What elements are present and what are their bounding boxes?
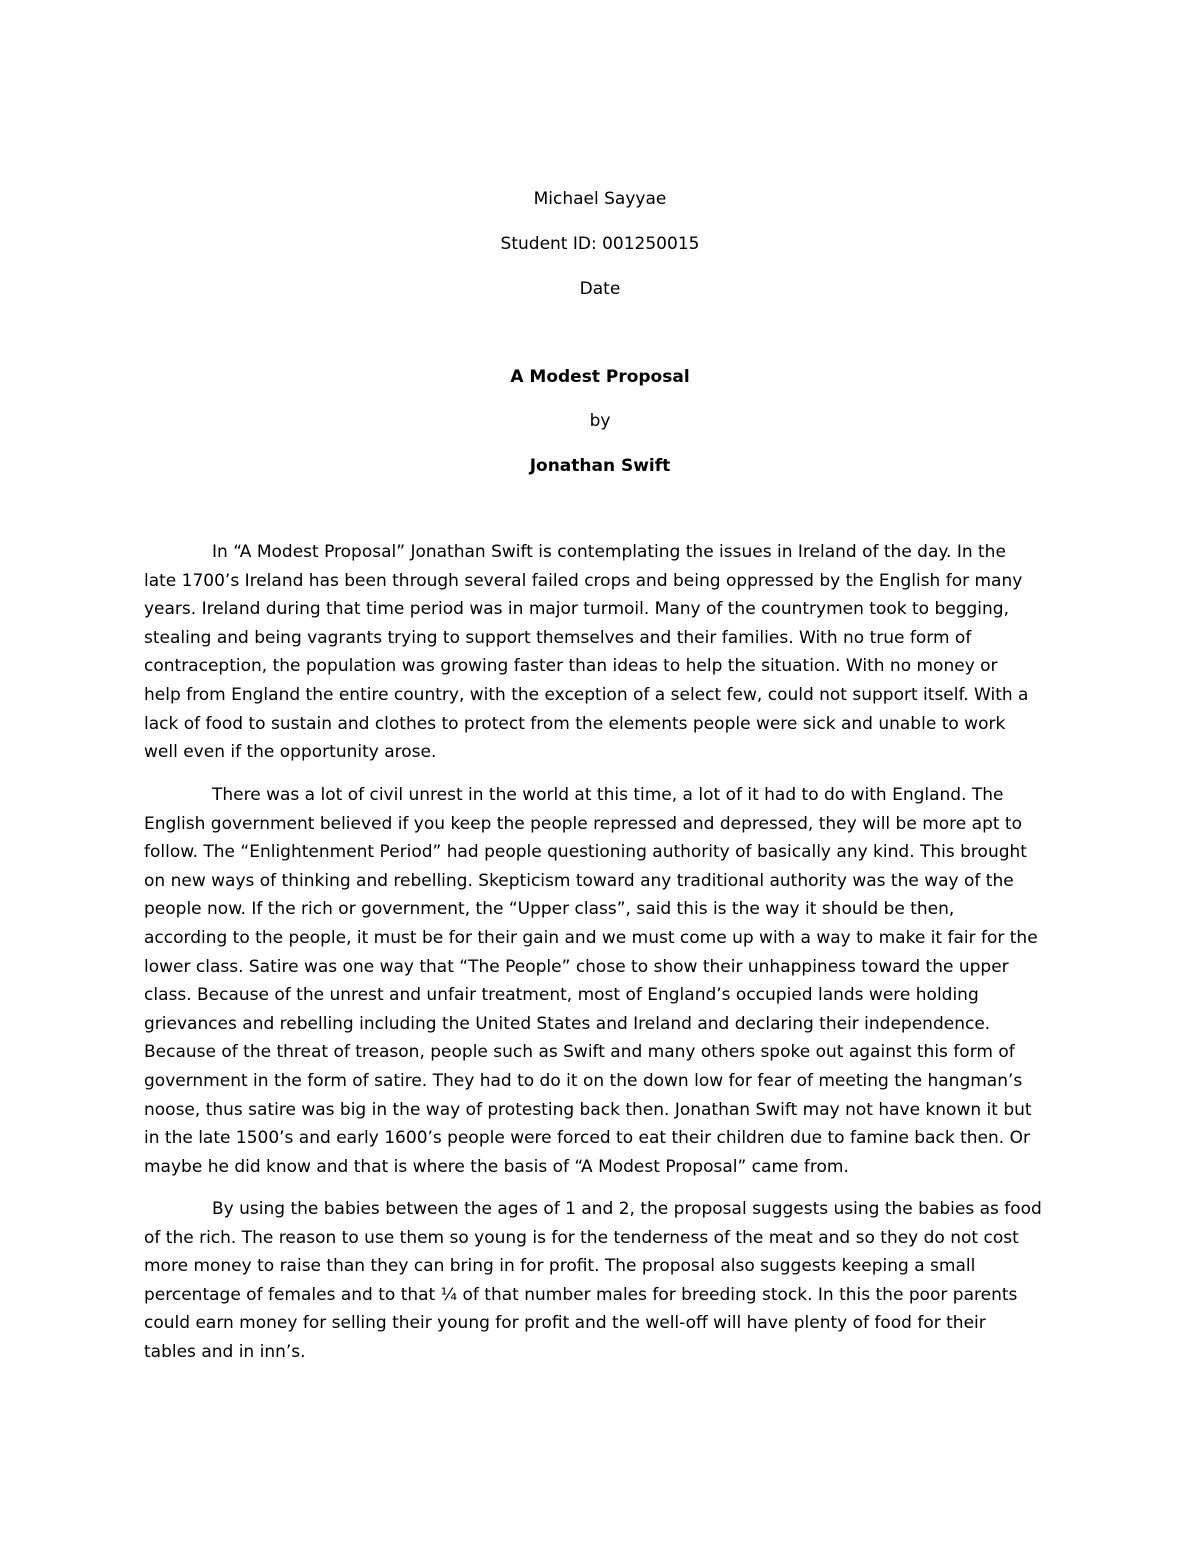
paragraph-line: late 1700’s Ireland has been through several failed crops and being oppressed by the English for many bbox=[144, 570, 1023, 591]
paragraph-line: people now. If the rich or government, the “Upper class”, said this is the way it should be then, bbox=[144, 899, 955, 920]
author-name: Michael Sayyae bbox=[533, 189, 667, 209]
paragraph-line: noose, thus satire was big in the way of protesting back then. Jonathan Swift may not have known it but bbox=[144, 1099, 1032, 1120]
paragraph-line: in the late 1500’s and early 1600’s people were forced to eat their children due to famine back then. Or bbox=[144, 1128, 1030, 1149]
essay-author: Jonathan Swift bbox=[529, 456, 671, 476]
paragraph-line: could earn money for selling their young for profit and the well-off will have plenty of food for their bbox=[144, 1313, 986, 1334]
paragraph-line: In “A Modest Proposal” Jonathan Swift is contemplating the issues in Ireland of the day. In the bbox=[212, 542, 1006, 562]
paragraph-line: government in the form of satire. They had to do it on the down low for fear of meeting the hangman’s bbox=[144, 1070, 1023, 1091]
paragraph-3 bbox=[144, 1195, 1064, 1367]
paragraph-line: English government believed if you keep the people repressed and depressed, they will be more apt to bbox=[144, 813, 1022, 834]
paragraph-line: grievances and rebelling including the United States and Ireland and declaring their independence. bbox=[144, 1013, 991, 1034]
paragraph-1 bbox=[144, 538, 1064, 767]
date-line: Date bbox=[579, 279, 621, 299]
paragraph-line: percentage of females and to that ¼ of that number males for breeding stock. In this the poor parents bbox=[144, 1284, 1018, 1305]
essay-title: A Modest Proposal bbox=[510, 367, 690, 387]
paragraph-line: tables and in inn’s. bbox=[144, 1341, 306, 1362]
paragraph-line: on new ways of thinking and rebelling. Skepticism toward any traditional authority was the way of the bbox=[144, 870, 1014, 891]
paragraph-line: Because of the threat of treason, people such as Swift and many others spoke out against this form of bbox=[144, 1042, 1015, 1063]
paragraph-line: lower class. Satire was one way that “The People” chose to show their unhappiness toward the upper bbox=[144, 956, 1009, 977]
paragraph-line: follow. The “Enlightenment Period” had people questioning authority of basically any kind. This brought bbox=[144, 842, 1027, 863]
paragraph-line: By using the babies between the ages of 1 and 2, the proposal suggests using the babies as food bbox=[212, 1199, 1042, 1219]
paragraph-line: stealing and being vagrants trying to support themselves and their families. With no true form of bbox=[144, 627, 972, 648]
paragraph-line: class. Because of the unrest and unfair treatment, most of England’s occupied lands were holding bbox=[144, 985, 979, 1006]
paragraph-line: according to the people, it must be for their gain and we must come up with a way to make it fair for the bbox=[144, 927, 1038, 948]
paragraph-line: contraception, the population was growing faster than ideas to help the situation. With no money or bbox=[144, 656, 998, 677]
paragraph-line: years. Ireland during that time period was in major turmoil. Many of the countrymen took to begging, bbox=[144, 599, 1009, 620]
paragraph-line: more money to raise than they can bring in for profit. The proposal also suggests keeping a small bbox=[144, 1256, 976, 1277]
paragraph-2 bbox=[144, 781, 1064, 1181]
student-id: Student ID: 001250015 bbox=[500, 234, 700, 254]
paragraph-line: well even if the opportunity arose. bbox=[144, 742, 437, 763]
paragraph-line: There was a lot of civil unrest in the world at this time, a lot of it had to do with England. The bbox=[212, 785, 1004, 805]
paragraph-line: maybe he did know and that is where the basis of “A Modest Proposal” came from. bbox=[144, 1156, 849, 1177]
paragraph-line: lack of food to sustain and clothes to protect from the elements people were sick and unable to work bbox=[144, 713, 1006, 734]
paragraph-line: of the rich. The reason to use them so young is for the tenderness of the meat and so they do not cost bbox=[144, 1227, 1019, 1248]
paragraph-line: help from England the entire country, with the exception of a select few, could not support itself. With a bbox=[144, 684, 1029, 705]
byline-by: by bbox=[589, 411, 611, 431]
